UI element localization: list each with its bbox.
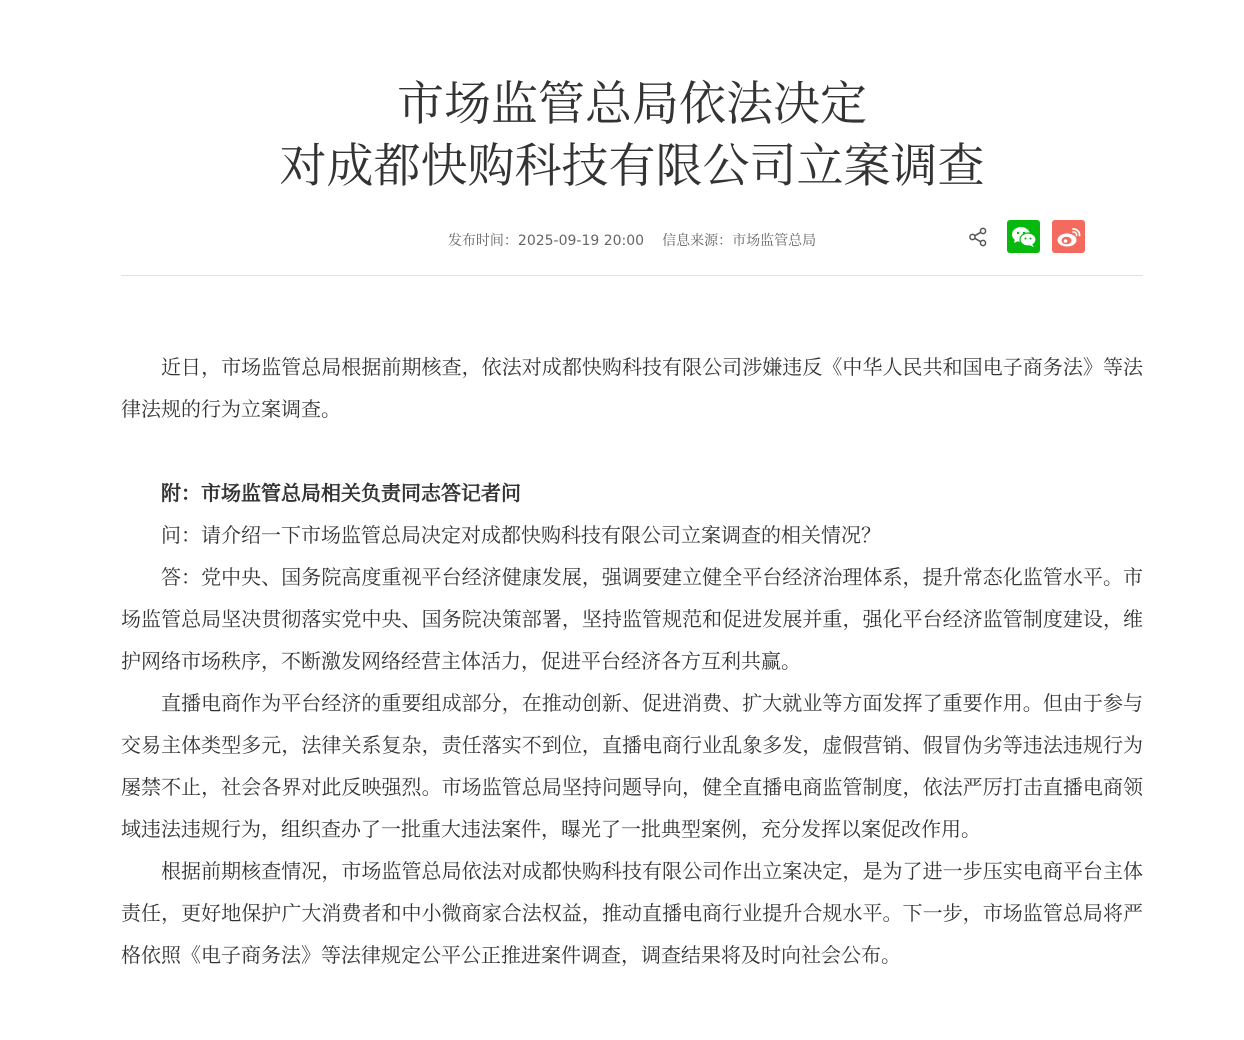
meta-row	[121, 220, 1143, 266]
article-body	[121, 346, 1143, 976]
info-source: 信息来源：市场监管总局	[662, 233, 817, 249]
share-bar	[967, 220, 1085, 253]
article	[121, 0, 1143, 976]
share-icon[interactable]	[967, 226, 989, 248]
paragraph-intro: 近日，市场监管总局根据前期核查，依法对成都快购科技有限公司涉嫌违反《中华人民共和国电子商务法》等法律法规的行为立案调查。	[121, 355, 1143, 421]
title-line-2: 对成都快购科技有限公司立案调查	[279, 139, 985, 194]
page-title	[121, 74, 1143, 198]
appendix-heading: 附：市场监管总局相关负责同志答记者问	[161, 481, 521, 505]
paragraph-answer-3: 根据前期核查情况，市场监管总局依法对成都快购科技有限公司作出立案决定，是为了进一步压实电商平台主体责任，更好地保护广大消费者和中小微商家合法权益，推动直播电商行业提升合规水平。下一步，市场监管总局将严格依照《电子商务法》等法律规定公平公正推进案件调查，调查结果将及时向社会公布。	[121, 859, 1143, 967]
publish-time: 发布时间：2025-09-19 20:00	[447, 233, 645, 249]
paragraph-answer-1: 答：党中央、国务院高度重视平台经济健康发展，强调要建立健全平台经济治理体系，提升常态化监管水平。市场监管总局坚决贯彻落实党中央、国务院决策部署，坚持监管规范和促进发展并重，强化平台经济监管制度建设，维护网络市场秩序，不断激发网络经营主体活力，促进平台经济各方互利共赢。	[121, 565, 1143, 673]
header-divider	[121, 275, 1143, 276]
wechat-icon[interactable]	[1007, 220, 1040, 253]
title-line-1: 市场监管总局依法决定	[397, 77, 867, 132]
weibo-icon[interactable]	[1052, 220, 1085, 253]
paragraph-answer-2: 直播电商作为平台经济的重要组成部分，在推动创新、促进消费、扩大就业等方面发挥了重要作用。但由于参与交易主体类型多元，法律关系复杂，责任落实不到位，直播电商行业乱象多发，虚假营销、假冒伪劣等违法违规行为屡禁不止，社会各界对此反映强烈。市场监管总局坚持问题导向，健全直播电商监管制度，依法严厉打击直播电商领域违法违规行为，组织查办了一批重大违法案件，曝光了一批典型案例，充分发挥以案促改作用。	[121, 691, 1143, 841]
paragraph-question: 问：请介绍一下市场监管总局决定对成都快购科技有限公司立案调查的相关情况？	[161, 523, 881, 547]
